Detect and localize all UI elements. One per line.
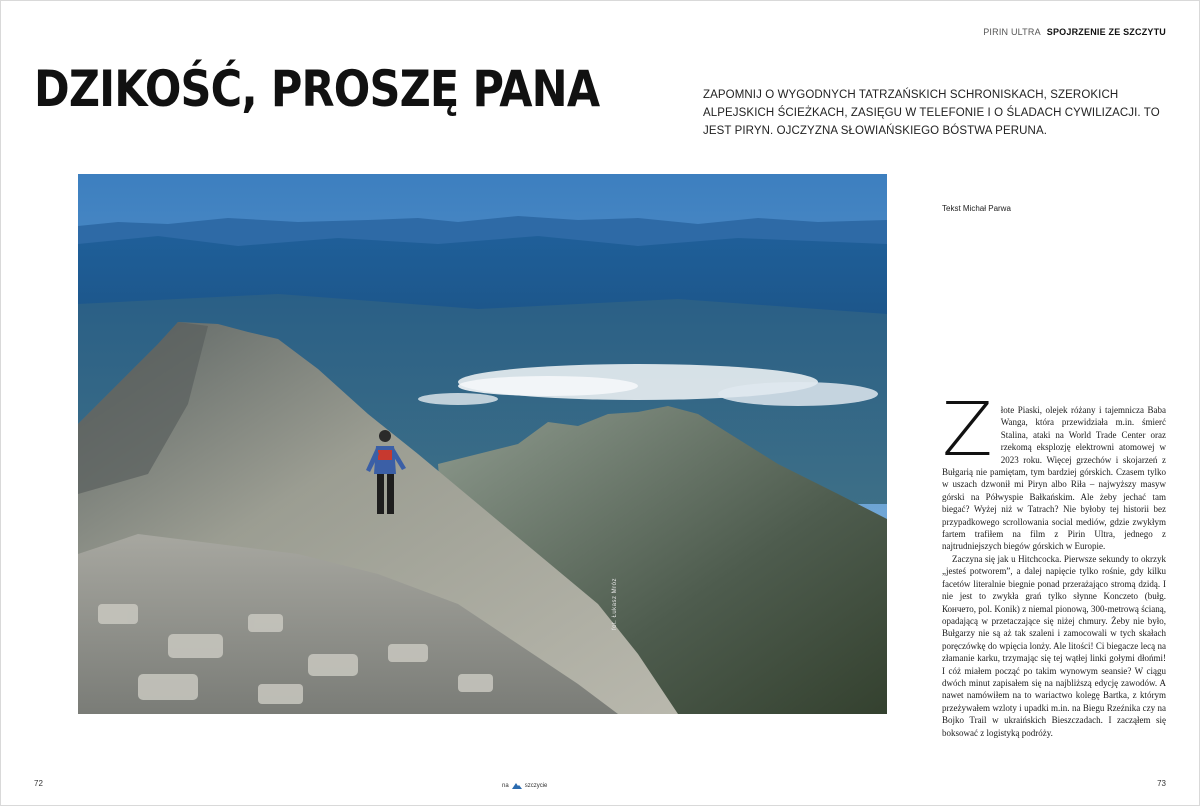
article-title: DZIKOŚĆ, PROSZĘ PANA [34,60,600,118]
section-subtitle: SPOJRZENIE ZE SZCZYTU [1046,27,1166,37]
byline: Tekst Michał Parwa [942,204,1011,213]
magazine-logo [502,782,547,789]
logo-suffix: szczycie [524,782,548,789]
section-tag [983,27,1166,37]
body-paragraph: Zaczyna się jak u Hitchcocka. Pierwsze sekundy to okrzyk „jesteś potworem”, a dalej napięcie tylko rośnie, gdy kilku facetów literalnie biegnie ponad przerażająco stromą dzidą. I nie jest to zwykła grań tylko słynne Konczeto (bułg. Кончето, pol. Konik) z niemal pionową, 300-metrową ścianą, opadającą w przetaczające się niżej chmury. Żeby nie było, Bułgarzy nie są aż tak szaleni i zamocowali w tych skałach poręczówkę do wpięcia lonży. Ale litości! Ci biegacze lecą na złamanie karku, trzymając się tej wątłej linki gołymi dłońmi! I cóż miałem począć po takim wynowym seansie? W ciągu dwóch minut zapisałem się na najbliższą edycję zawodów. A nawet namówiłem na to wariactwo kolegę Bartka, z którym przeżywałem wzloty i upadki m.in. na Biegu Rzeźnika czy na Bojko Trail w ukraińskich Bieszczadach. I zacząłem się boksować z logistyką podróży. [942,553,1166,738]
page-number-right: 73 [1157,779,1166,788]
page-number-left: 72 [34,779,43,788]
drop-cap: Z [942,387,993,473]
hero-photo [78,174,887,714]
article-lead: ZAPOMNIJ O WYGODNYCH TATRZAŃSKICH SCHRONISKACH, SZEROKICH ALPEJSKICH ŚCIEŻKACH, ZASIĘGU W TELEFONIE I O ŚLADACH CYWILIZACJI. TO JEST PIRYN. OJCZYZNA SŁOWIAŃSKIEGO BÓSTWA PERUNA. [703,89,1160,137]
logo-prefix: na [502,782,509,789]
photo-credit: fot. Łukasz Mróz [612,577,618,630]
section-category: PIRIN ULTRA [983,27,1041,37]
body-paragraph [942,387,1166,553]
mountain-icon [512,782,522,789]
article-body [942,387,1166,739]
paragraph-1-text: łote Piaski, olejek różany i tajemnicza Baba Wanga, która przewidziała m.in. śmierć Stalina, ataki na World Trade Center oraz rzekomą eksplozję elektrowni atomowej w 2023 roku. Więcej grzechów i skojarzeń z Bułgarią nie pamiętam, tym bardziej górskich. Czasem tylko w uszach dzwonił mi Piryn albo Riła – najwyższy masyw górski na Półwyspie Bałkańskim. Ale żeby jechać tam biegać? Wyżej niż w Tatrach? Nie byłoby tej historii bez przypadkowego scrollowania social mediów, gdzie zwykłym fartem trafiłem na film z Pirin Ultra, jednego z najtrudniejszych biegów górskich w Europie. [942,405,1166,552]
